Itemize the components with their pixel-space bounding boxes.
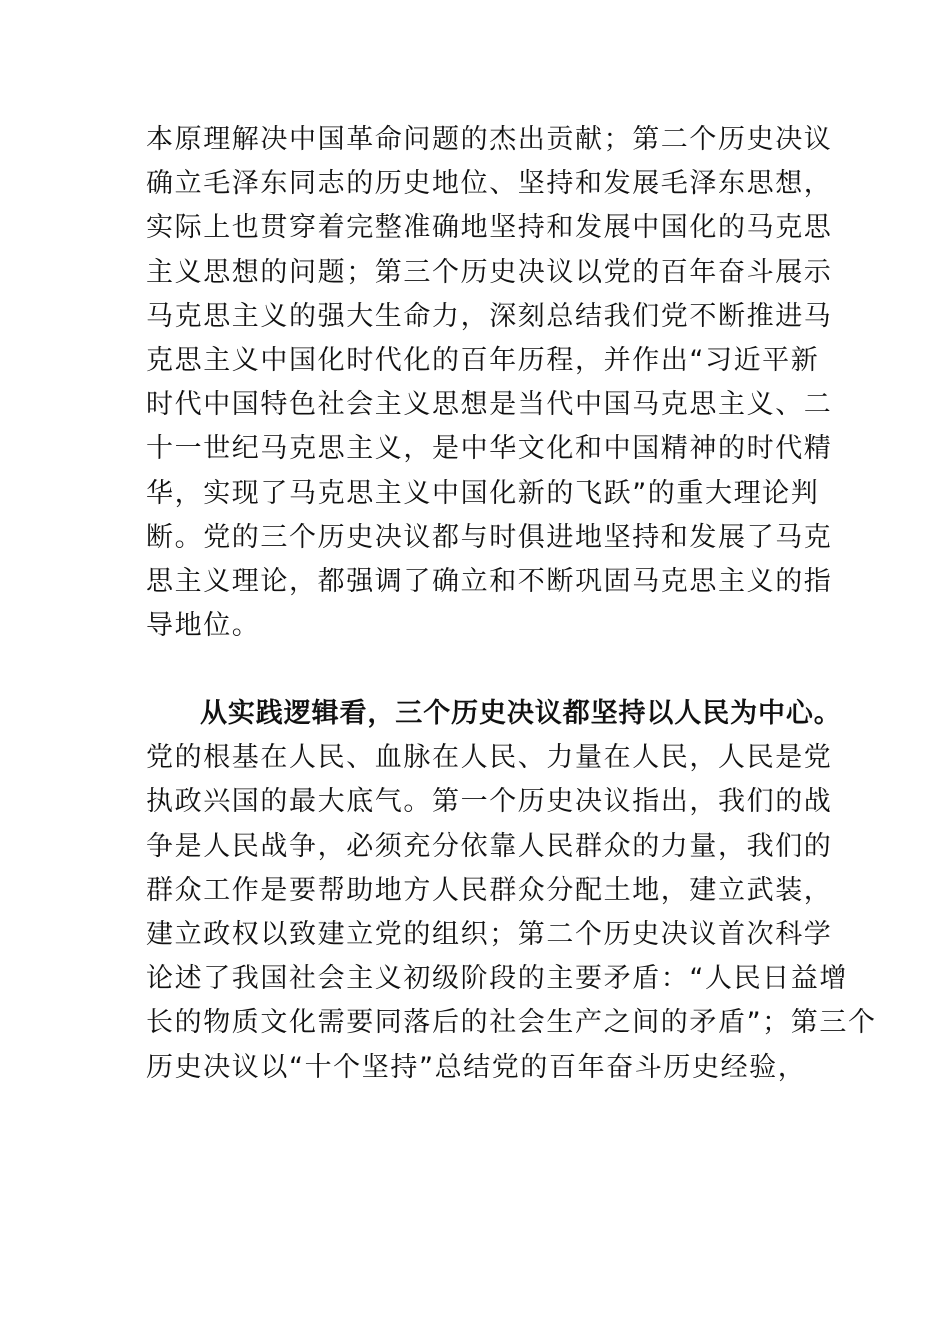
text-line: 时代中国特色社会主义思想是当代中国马克思主义、二 [146, 389, 833, 421]
text-line: 群众工作是要帮助地方人民群众分配土地，建立武装， [146, 874, 833, 906]
text-line: 争是人民战争，必须充分依靠人民群众的力量，我们的 [146, 830, 833, 862]
paragraph-1 [146, 118, 833, 648]
text-line: 确立毛泽东同志的历史地位、坚持和发展毛泽东思想， [146, 168, 833, 200]
text-line: 历史决议以“十个坚持”总结党的百年奋斗历史经验， [146, 1051, 807, 1083]
text-line: 断。党的三个历史决议都与时俱进地坚持和发展了马克 [146, 521, 833, 553]
text-line: 十一世纪马克思主义，是中华文化和中国精神的时代精 [146, 433, 833, 465]
text-line: 导地位。 [146, 610, 261, 642]
paragraph-2 [146, 692, 877, 1090]
text-line: 本原理解决中国革命问题的杰出贡献；第二个历史决议 [146, 124, 833, 155]
text-line: 主义思想的问题；第三个历史决议以党的百年奋斗展示 [146, 256, 833, 288]
text-line: 华，实现了马克思主义中国化新的飞跃”的重大理论判 [146, 477, 820, 509]
text-line: 克思主义中国化时代化的百年历程，并作出“习近平新 [146, 344, 820, 376]
text-line: 马克思主义的强大生命力，深刻总结我们党不断推进马 [146, 300, 833, 332]
text-line: 长的物质文化需要同落后的社会生产之间的矛盾”；第三个 [146, 1007, 877, 1039]
text-line: 党的根基在人民、血脉在人民、力量在人民，人民是党 [146, 742, 833, 774]
text-line: 建立政权以致建立党的组织；第二个历史决议首次科学 [146, 918, 833, 950]
text-line: 思主义理论，都强调了确立和不断巩固马克思主义的指 [146, 565, 833, 597]
paragraph-heading: 从实践逻辑看，三个历史决议都坚持以人民为中心。 [200, 698, 842, 729]
text-line: 实际上也贯穿着完整准确地坚持和发展中国化的马克思 [146, 212, 833, 244]
text-line: 执政兴国的最大底气。第一个历史决议指出，我们的战 [146, 786, 833, 818]
text-line: 论述了我国社会主义初级阶段的主要矛盾：“人民日益增 [146, 963, 848, 995]
